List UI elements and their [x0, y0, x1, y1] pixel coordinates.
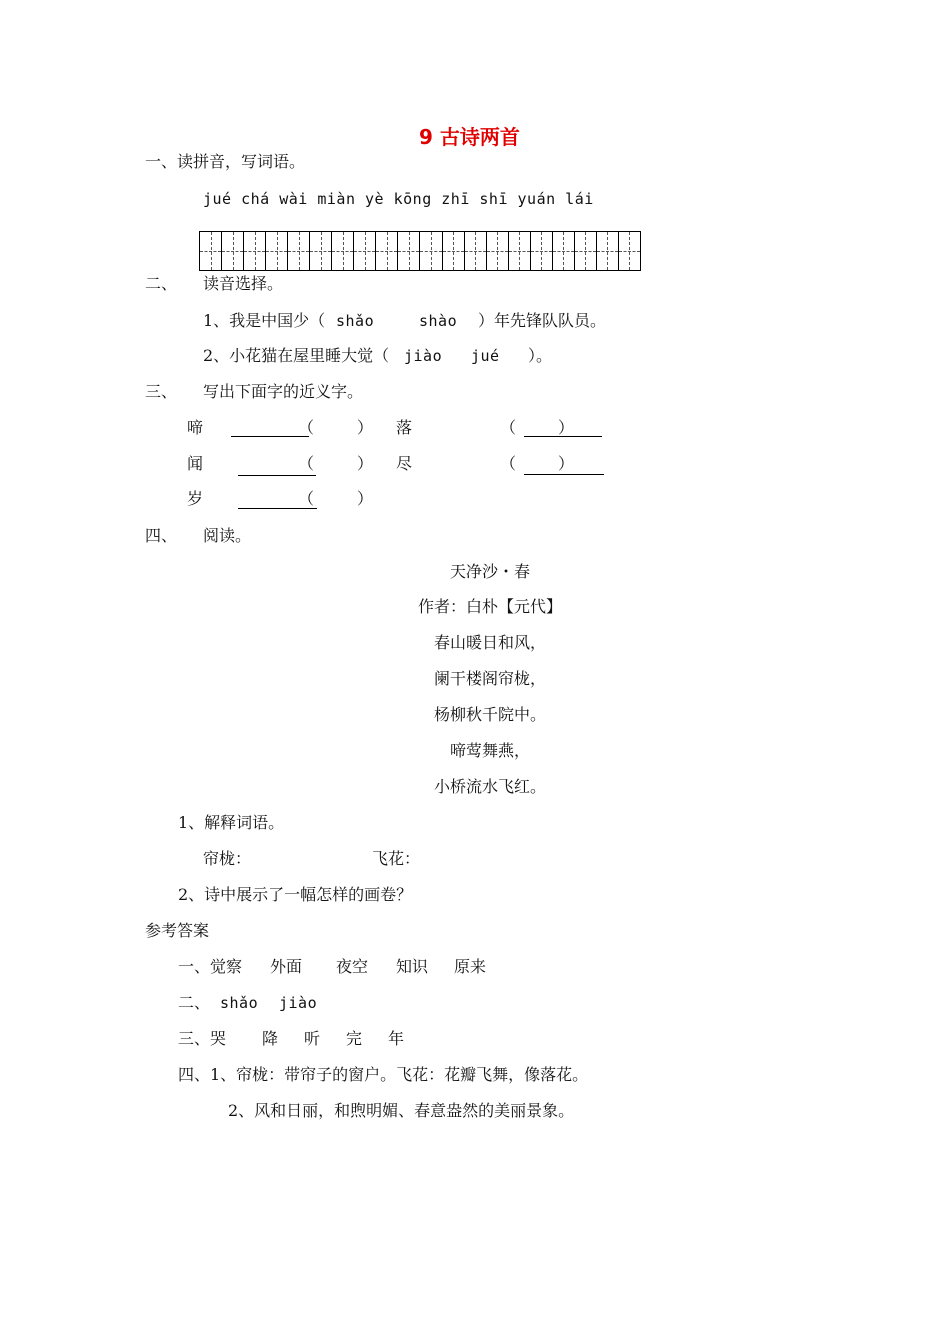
q1-suffix: ）年先锋队队员。	[478, 311, 607, 330]
reading-q1: 1、解释词语。	[178, 813, 285, 832]
section3-number: 三、	[145, 382, 178, 401]
answers-heading: 参考答案	[145, 921, 210, 940]
answer-3: 听	[304, 1029, 321, 1048]
q2-prefix: 2、小花猫在屋里睡大觉（	[203, 346, 390, 365]
poem-title: 天净沙・春	[450, 562, 531, 581]
answer-3: 年	[388, 1029, 405, 1048]
answer-1: 一、觉察	[178, 957, 243, 976]
grid-cell[interactable]	[486, 232, 508, 270]
section1-heading: 一、读拼音，写词语。	[145, 152, 306, 171]
grid-cell[interactable]	[331, 232, 353, 270]
grid-cell[interactable]	[596, 232, 618, 270]
char-luo: 落	[396, 418, 413, 437]
grid-cell[interactable]	[353, 232, 375, 270]
grid-cell[interactable]	[243, 232, 265, 270]
q1-prefix: 1、我是中国少（	[203, 311, 326, 330]
answer-5: 2、风和日丽，和煦明媚、春意盎然的美丽景象。	[228, 1101, 575, 1120]
q1-option-1[interactable]: shǎo	[336, 312, 375, 330]
right-paren: ）	[357, 418, 374, 437]
writing-grid[interactable]	[199, 231, 641, 271]
answer-1: 原来	[454, 957, 487, 976]
grid-cell[interactable]	[287, 232, 309, 270]
poem-line: 阑干楼阁帘栊，	[434, 669, 547, 688]
left-paren: （	[298, 418, 315, 437]
grid-cell[interactable]	[309, 232, 331, 270]
grid-cell[interactable]	[397, 232, 419, 270]
grid-cell[interactable]	[375, 232, 397, 270]
answer-2: shǎo	[220, 994, 259, 1012]
grid-cell[interactable]	[530, 232, 552, 270]
left-paren: （	[500, 418, 517, 437]
answer-1: 外面	[270, 957, 303, 976]
grid-cell[interactable]	[618, 232, 640, 270]
q1-option-2[interactable]: shào	[419, 312, 458, 330]
char-sui: 岁	[187, 489, 204, 508]
answer-3: 完	[346, 1029, 363, 1048]
pinyin-prompt: jué chá wài miàn yè kōng zhī shī yuán lái	[203, 190, 594, 208]
answer-blank[interactable]	[238, 475, 316, 476]
page-title: 9 古诗两首	[419, 125, 520, 149]
right-paren: ）	[558, 454, 575, 473]
section4-heading: 阅读。	[203, 526, 252, 545]
poem-line: 啼莺舞燕，	[450, 741, 531, 760]
char-wen: 闻	[187, 454, 204, 473]
answer-3: 降	[262, 1029, 279, 1048]
grid-cell[interactable]	[265, 232, 287, 270]
char-jin: 尽	[396, 454, 413, 473]
grid-cell[interactable]	[574, 232, 596, 270]
left-paren: （	[500, 454, 517, 473]
grid-cell[interactable]	[419, 232, 441, 270]
term-lianlong: 帘栊：	[203, 849, 252, 868]
left-paren: （	[298, 489, 315, 508]
answer-4: 四、1、帘栊：带帘子的窗户。飞花：花瓣飞舞，像落花。	[178, 1065, 589, 1084]
answer-1: 夜空	[336, 957, 369, 976]
answer-blank[interactable]	[524, 474, 604, 475]
q2-option-2[interactable]: jué	[471, 347, 500, 365]
grid-cell[interactable]	[552, 232, 574, 270]
grid-cell[interactable]	[221, 232, 243, 270]
answer-2: jiào	[279, 994, 318, 1012]
answer-1: 知识	[396, 957, 429, 976]
right-paren: ）	[357, 454, 374, 473]
left-paren: （	[298, 454, 315, 473]
reading-q2: 2、诗中展示了一幅怎样的画卷？	[178, 885, 413, 904]
section2-heading: 读音选择。	[203, 274, 284, 293]
answer-3: 三、哭	[178, 1029, 227, 1048]
section2-number: 二、	[145, 274, 178, 293]
char-ti: 啼	[187, 418, 204, 437]
right-paren: ）	[558, 418, 575, 437]
grid-cell[interactable]	[442, 232, 464, 270]
q2-option-1[interactable]: jiào	[404, 347, 443, 365]
grid-cell[interactable]	[464, 232, 486, 270]
answer-2: 二、	[178, 993, 211, 1012]
right-paren: ）	[357, 489, 374, 508]
q2-suffix: ）。	[528, 346, 553, 365]
poem-line: 小桥流水飞红。	[434, 777, 547, 796]
poem-line: 春山暖日和风，	[434, 633, 547, 652]
poem-author: 作者：白朴【元代】	[418, 597, 563, 616]
term-feihua: 飞花：	[372, 849, 421, 868]
section3-heading: 写出下面字的近义字。	[203, 382, 364, 401]
grid-cell[interactable]	[200, 232, 221, 270]
grid-cell[interactable]	[508, 232, 530, 270]
section4-number: 四、	[145, 526, 178, 545]
poem-line: 杨柳秋千院中。	[434, 705, 547, 724]
